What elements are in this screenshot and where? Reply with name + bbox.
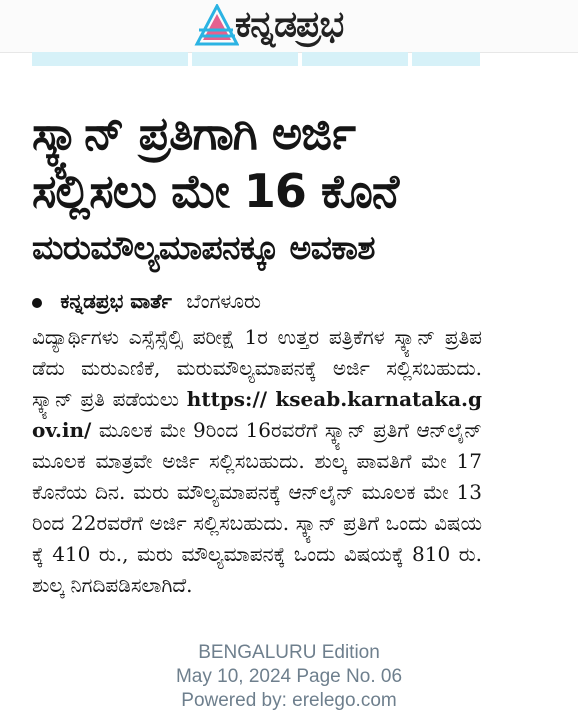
logo[interactable] <box>193 2 393 48</box>
date-page-label: May 10, 2024 Page No. 06 <box>175 666 403 687</box>
headline <box>32 104 482 220</box>
byline <box>32 286 482 316</box>
subheadline: ಮರುಮೌಲ್ಯಮಾಪನಕ್ಕೂ ಅವಕಾಶ <box>32 228 376 267</box>
bullet-icon <box>32 298 42 308</box>
footer <box>0 641 578 713</box>
byline-location: ಬೆಂಗಳೂರು <box>186 289 261 313</box>
article-link[interactable]: https:// kseab.karnataka.gov.in/ <box>32 387 482 442</box>
edition-label: BENGALURU Edition <box>198 642 380 663</box>
top-bar <box>0 0 578 53</box>
previous-article-strip <box>32 52 480 66</box>
headline-line-1: ಸ್ಕ್ಯಾನ್ ಪ್ರತಿಗಾಗಿ ಅರ್ಜಿ <box>32 106 355 160</box>
powered-by-label: Powered by: erelego.com <box>181 690 397 711</box>
headline-line-2: ಸಲ್ಲಿಸಲು ಮೇ 16 ಕೊನೆ <box>32 164 399 218</box>
logo-text: ಕನ್ನಡಪ್ರಭ <box>235 4 344 45</box>
triangle-logo-icon <box>193 4 239 46</box>
article-body <box>32 322 482 601</box>
body-text-part-1: ವಿದ್ಯಾರ್ಥಿಗಳು ಎಸ್ಸೆಸ್ಸೆಲ್ಸಿ ಪರೀಕ್ಷೆ 1ರ ಉತ್ತರ ಪತ್ರಿಕೆಗಳ ಸ್ಕ್ಯಾನ್ ಪ್ರತಿಪಡೆದು ಮರುಎಣಿಕೆ, ಮರುಮೌಲ್ಯಮಾಪನಕ್ಕೆ ಅರ್ಜಿ ಸಲ್ಲಿಸಬಹುದು. ಸ್ಕ್ಯಾನ್ ಪ್ರತಿ ಪಡೆಯಲು <box>32 325 482 411</box>
byline-source: ಕನ್ನಡಪ್ರಭ ವಾರ್ತೆ <box>60 289 172 313</box>
body-text-part-2: ಮೂಲಕ ಮೇ 9ರಿಂದ 16ರವರೆಗೆ ಸ್ಕ್ಯಾನ್ ಪ್ರತಿಗೆ ಆನ್‌ಲೈನ್ ಮೂಲಕ ಮಾತ್ರವೇ ಅರ್ಜಿ ಸಲ್ಲಿಸಬಹುದು. ಶುಲ್ಕ ಪಾವತಿಗೆ ಮೇ 17 ಕೊನೆಯ ದಿನ. ಮರು ಮೌಲ್ಯಮಾಪನಕ್ಕೆ ಆನ್‌ಲೈನ್ ಮೂಲಕ ಮೇ 13ರಿಂದ 22ರವರೆಗೆ ಅರ್ಜಿ ಸಲ್ಲಿಸಬಹುದು. ಸ್ಕ್ಯಾನ್ ಪ್ರತಿಗೆ ಒಂದು ವಿಷಯಕ್ಕೆ 410 ರು., ಮರು ಮೌಲ್ಯಮಾಪನಕ್ಕೆ ಒಂದು ವಿಷಯಕ್ಕೆ 810 ರು. ಶುಲ್ಕ ನಿಗದಿಪಡಿಸಲಾಗಿದೆ. <box>32 418 482 597</box>
